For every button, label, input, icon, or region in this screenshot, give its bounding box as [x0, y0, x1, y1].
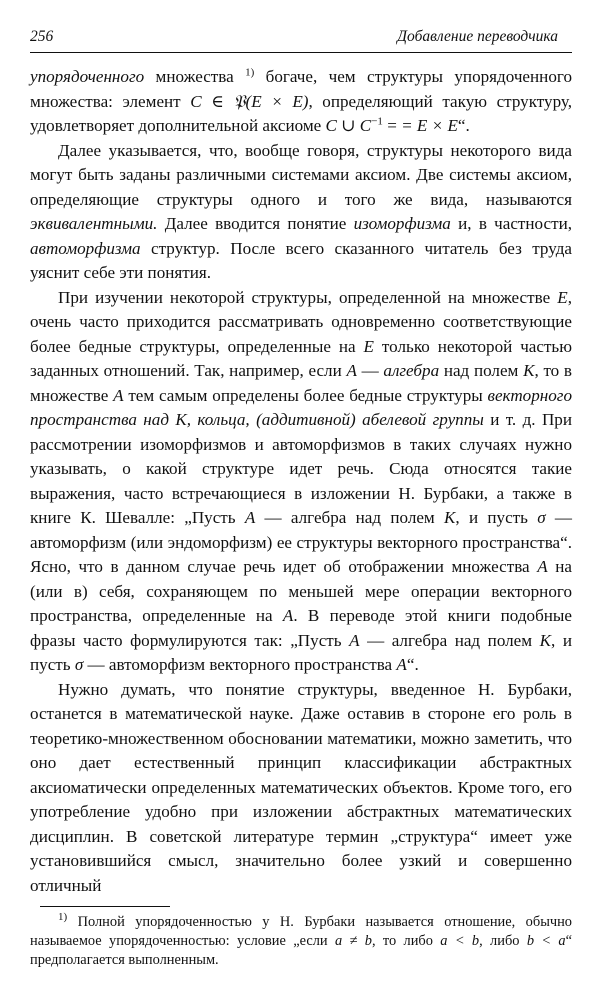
running-title: Добавление переводчика — [397, 28, 558, 45]
footnote — [30, 913, 572, 970]
text-run: — — [356, 361, 384, 380]
italic-text: A — [349, 630, 360, 650]
italic-text: векторного пространства над K, кольца, (аддитивной) абелевой группы — [30, 385, 573, 429]
italic-text: E — [557, 287, 568, 307]
superscript: 1) — [58, 911, 68, 924]
italic-text: изоморфизма — [353, 214, 451, 233]
text-run: “ предполагается выполненным. — [30, 933, 573, 968]
text-run: — автоморфизм (или эндоморфизм) ее структуры векторного пространства“. Ясно, что в данном случае речь идет об отображении множества — [30, 508, 572, 576]
italic-text: алгебра — [383, 361, 440, 380]
italic-text: a < b — [440, 933, 480, 949]
italic-text: A — [282, 606, 294, 625]
text-run: , и пусть — [30, 630, 572, 674]
text-run: — алгебра над полем — [255, 508, 445, 527]
italic-text: A — [113, 385, 124, 405]
text-run: , и пусть — [455, 508, 538, 527]
text-run: богаче, чем структуры упорядоченного множества: элемент — [30, 67, 572, 111]
text-run: Нужно думать, что понятие структуры, введенное Н. Бурбаки, останется в математической науке. Даже оставив в стороне его роль в теоретико-множественном обосновании математики, можно заметить, что оно дает естественный принцип классификации абстрактных аксиоматически определенных математических объектов. Кроме того, его употребление удобно при изложении абстрактных математических дисциплин. В советской литературе термин „структура“ имеет уже установившийся смысл, значительно более узкий и совершенно отличный — [30, 679, 572, 895]
italic-text: C ∈ 𝔓(E × E) — [190, 91, 309, 111]
text-run: множества — [144, 67, 246, 86]
italic-text: b < a — [526, 933, 566, 949]
body-text — [30, 65, 572, 898]
running-head — [30, 28, 572, 53]
text-run: “. — [457, 116, 470, 135]
page-number: 256 — [30, 28, 54, 45]
text-run: — алгебра над полем — [359, 630, 540, 650]
text-run: Далее вводится понятие — [157, 214, 354, 233]
paragraph — [30, 286, 572, 678]
footnote-divider — [40, 906, 170, 907]
text-run: — автоморфизм векторного пространства — [83, 655, 397, 674]
italic-text: σ — [537, 508, 546, 527]
italic-text: a ≠ b — [334, 933, 372, 949]
text-run: только некоторой частью заданных отношений. Так, например, если — [30, 336, 572, 380]
italic-text: A — [346, 361, 357, 380]
text-run: , очень часто приходится рассматривать одновременно соответствующие более бедные структуры, определенные на — [30, 287, 572, 356]
superscript: 1) — [245, 66, 255, 79]
italic-text: A — [396, 655, 407, 674]
italic-text: автоморфизма — [30, 238, 141, 258]
text-run: При изучении некоторой структуры, определенной на множестве — [58, 287, 558, 307]
italic-text: = E × E — [401, 116, 458, 135]
text-run: и, в частности, — [450, 214, 572, 233]
text-run: Далее указывается, что, вообще говоря, структуры некоторого вида могут быть заданы различными системами аксиом. Две системы аксиом, определяющие структуры одного и того же вида, называются — [30, 140, 572, 209]
superscript: −1 — [371, 115, 383, 128]
italic-text: A — [537, 557, 548, 576]
text-run: тем самым определены более бедные структуры — [123, 385, 488, 405]
text-run: на (или в) себя, сохраняющем по меньшей мере операции векторного пространства, определенные на — [30, 557, 572, 625]
paragraph — [30, 139, 572, 286]
text-run: , то в множестве — [30, 361, 573, 405]
paragraph — [30, 678, 572, 899]
italic-text: K — [444, 508, 456, 527]
italic-text: упорядоченного — [30, 67, 145, 86]
italic-text: σ — [74, 655, 84, 674]
text-run: , либо — [479, 933, 527, 949]
italic-text: E — [363, 336, 374, 356]
text-run: над полем — [439, 361, 524, 380]
italic-text: C ∪ C — [325, 116, 372, 135]
italic-text: K — [539, 630, 552, 650]
italic-text: эквивалентными. — [30, 214, 158, 233]
text-run: структур. После всего сказанного читатель без труда уяснит себе эти понятия. — [30, 238, 572, 282]
text-run: и т. д. При рассмотрении изоморфизмов и автоморфизмов в таких случаях нужно указывать, о какой структуре идет речь. Сюда относятся такие выражения, часто встречающиеся в изложении Н. Бурбаки, а также в книге К. Шевалле: „Пусть — [30, 410, 572, 527]
paragraph — [30, 65, 572, 139]
text-run: , определяющий такую структуру, удовлетворяет дополнительной аксиоме — [30, 91, 573, 135]
text-run: = — [382, 116, 402, 135]
italic-text: A — [244, 508, 256, 527]
text-run: , то либо — [371, 933, 441, 949]
italic-text: K — [523, 361, 535, 380]
text-run: . В переводе этой книги подобные фразы часто формулируются так: „Пусть — [30, 606, 572, 650]
book-page — [30, 28, 572, 970]
text-run: “. — [406, 655, 419, 674]
text-run: Полной упорядоченностью у Н. Бурбаки называется отношение, обычно называемое упорядоченностью: условие „если — [30, 914, 572, 949]
